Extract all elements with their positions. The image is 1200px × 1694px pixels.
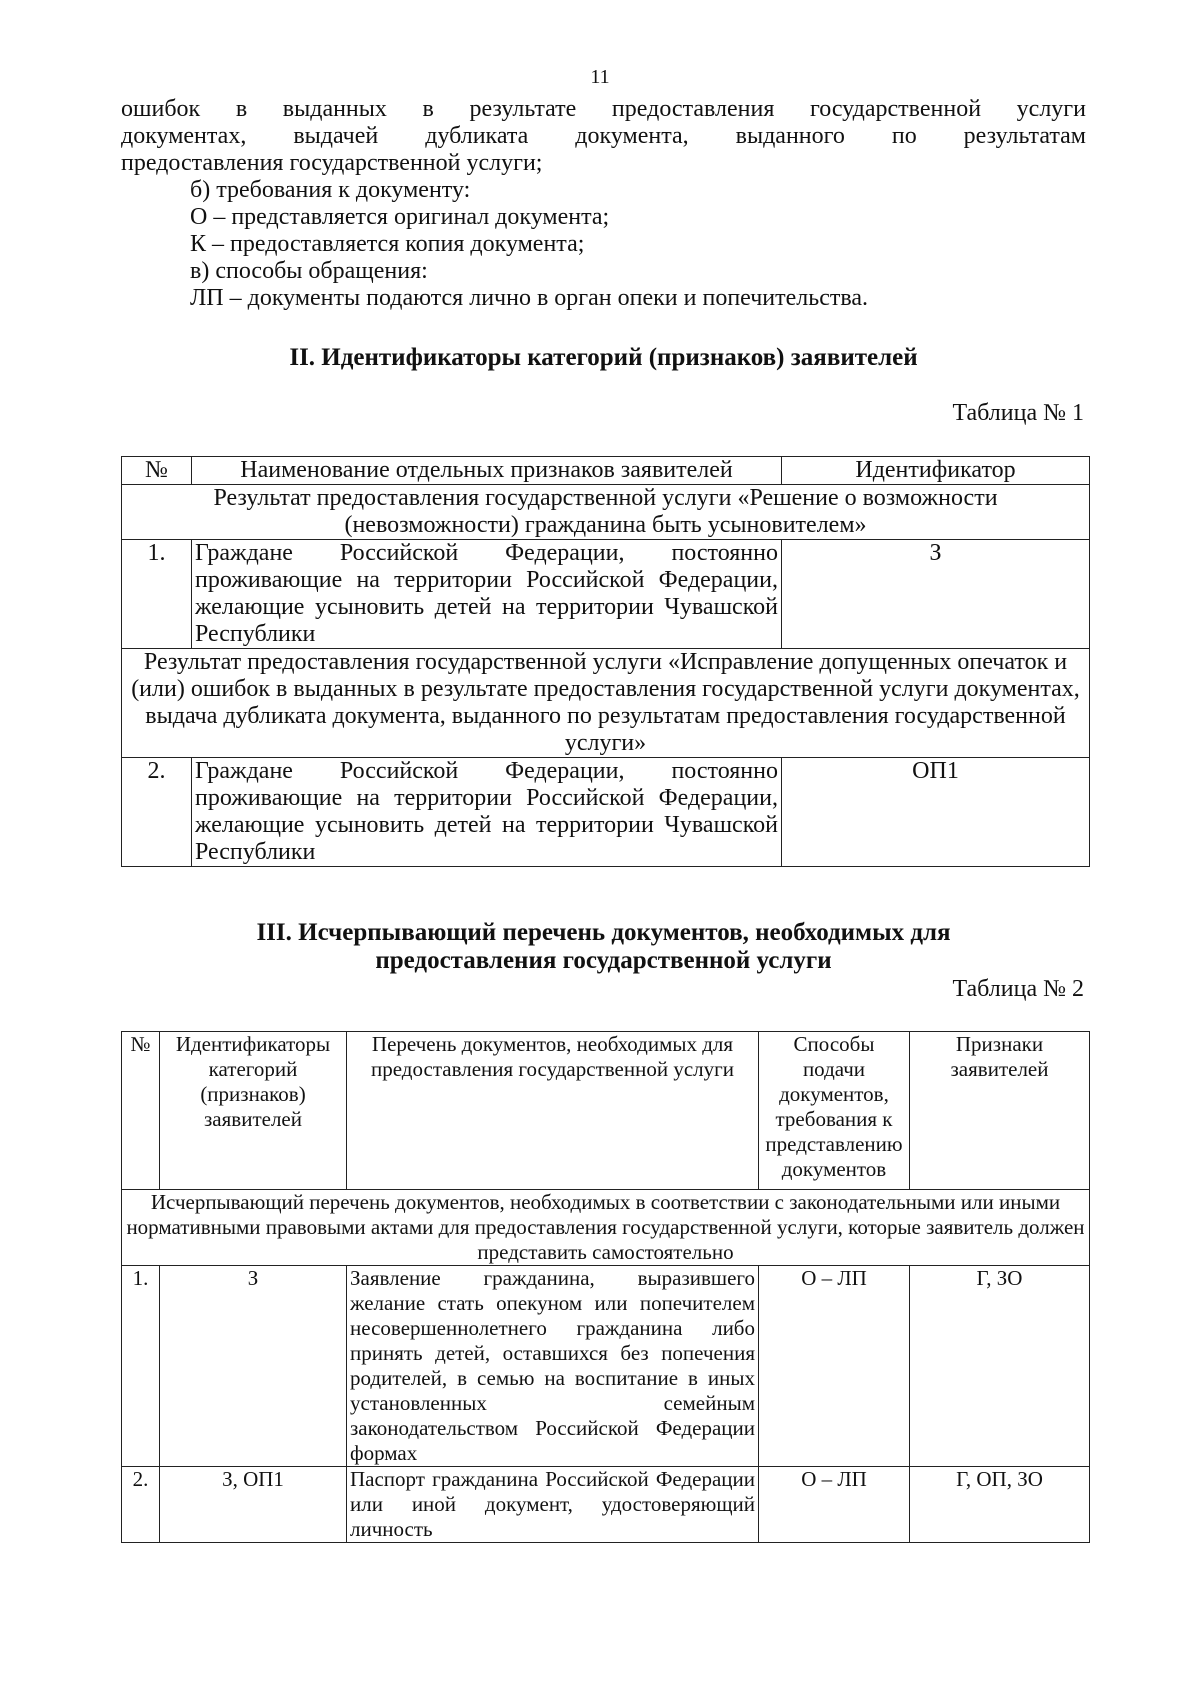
- table-row: [122, 540, 1090, 649]
- intro-line: ЛП – документы подаются лично в орган опеки и попечительства.: [190, 285, 868, 311]
- row-number: 1.: [122, 540, 192, 649]
- row-number: 1.: [122, 1266, 160, 1467]
- row-number: 2.: [122, 1467, 160, 1543]
- table-row: [122, 1467, 1090, 1543]
- applicant-category: Граждане Российской Федерации, постоянно проживающие на территории Российской Федерации, желающие усыновить детей на территории Чувашской Республики: [192, 540, 782, 649]
- intro-line: ошибок в выданных в результате предоставления государственной услуги: [121, 96, 1086, 122]
- table-group-row: [122, 649, 1090, 758]
- table-header-row: [122, 1032, 1090, 1190]
- intro-line: О – представляется оригинал документа;: [190, 204, 610, 230]
- header-cell: Наименование отдельных признаков заявителей: [192, 457, 782, 485]
- intro-line: б) требования к документу:: [190, 177, 471, 203]
- group-cell: Результат предоставления государственной услуги «Исправление допущенных опечаток и (или) ошибок в выданных в результате предоставления государственной услуги документах, выдача дубликата документа, выданного по результатам предоставления государственной услуги»: [122, 649, 1090, 758]
- table-group-row: [122, 485, 1090, 540]
- section-3-heading: III. Исчерпывающий перечень документов, необходимых для предоставления государственной услуги: [256, 919, 951, 974]
- table-1-label: Таблица № 1: [952, 400, 1084, 426]
- identifier-cell: З: [782, 540, 1090, 649]
- table-group-row: [122, 1190, 1090, 1266]
- identifier-cell: ОП1: [782, 758, 1090, 867]
- header-cell: Идентификатор: [782, 457, 1090, 485]
- table-row: [122, 758, 1090, 867]
- signs-cell: Г, ЗО: [910, 1266, 1090, 1467]
- document-cell: Заявление гражданина, выразившего желание стать опекуном или попечителем несовершеннолетнего гражданина либо принять детей, оставшихся без попечения родителей, в семью на воспитание в иных установленных семейным законодательством Российской Федерации формах: [347, 1266, 759, 1467]
- intro-text: [121, 96, 1086, 312]
- header-cell: Перечень документов, необходимых для предоставления государственной услуги: [347, 1032, 759, 1190]
- document-cell: Паспорт гражданина Российской Федерации или иной документ, удостоверяющий личность: [347, 1467, 759, 1543]
- method-cell: О – ЛП: [759, 1467, 910, 1543]
- table-header-row: [122, 457, 1090, 485]
- header-cell: №: [122, 457, 192, 485]
- signs-cell: Г, ОП, ЗО: [910, 1467, 1090, 1543]
- table-2-label: Таблица № 2: [952, 976, 1084, 1002]
- applicant-category: Граждане Российской Федерации, постоянно проживающие на территории Российской Федерации, желающие усыновить детей на территории Чувашской Республики: [192, 758, 782, 867]
- category-ids-cell: З, ОП1: [160, 1467, 347, 1543]
- header-cell: Идентификаторы категорий (признаков) заявителей: [160, 1032, 347, 1190]
- intro-line: документах, выдачей дубликата документа, выданного по результатам: [121, 123, 1086, 149]
- intro-line: в) способы обращения:: [190, 258, 428, 284]
- header-cell: Способы подачи документов, требования к представлению документов: [759, 1032, 910, 1190]
- group-cell: Результат предоставления государственной услуги «Решение о возможности (невозможности) гражданина быть усыновителем»: [122, 485, 1090, 540]
- section-2-heading: II. Идентификаторы категорий (признаков) заявителей: [289, 344, 918, 371]
- page-number: 11: [590, 66, 610, 88]
- row-number: 2.: [122, 758, 192, 867]
- group-cell: Исчерпывающий перечень документов, необходимых в соответствии с законодательными или иными нормативными правовыми актами для предоставления государственной услуги, которые заявитель должен представить самостоятельно: [122, 1190, 1090, 1266]
- documents-table: [121, 1031, 1090, 1543]
- intro-line: предоставления государственной услуги;: [121, 150, 543, 176]
- table-row: [122, 1266, 1090, 1467]
- method-cell: О – ЛП: [759, 1266, 910, 1467]
- category-ids-cell: З: [160, 1266, 347, 1467]
- identifiers-table: [121, 456, 1090, 867]
- intro-line: К – предоставляется копия документа;: [190, 231, 585, 257]
- header-cell: Признаки заявителей: [910, 1032, 1090, 1190]
- header-cell: №: [122, 1032, 160, 1190]
